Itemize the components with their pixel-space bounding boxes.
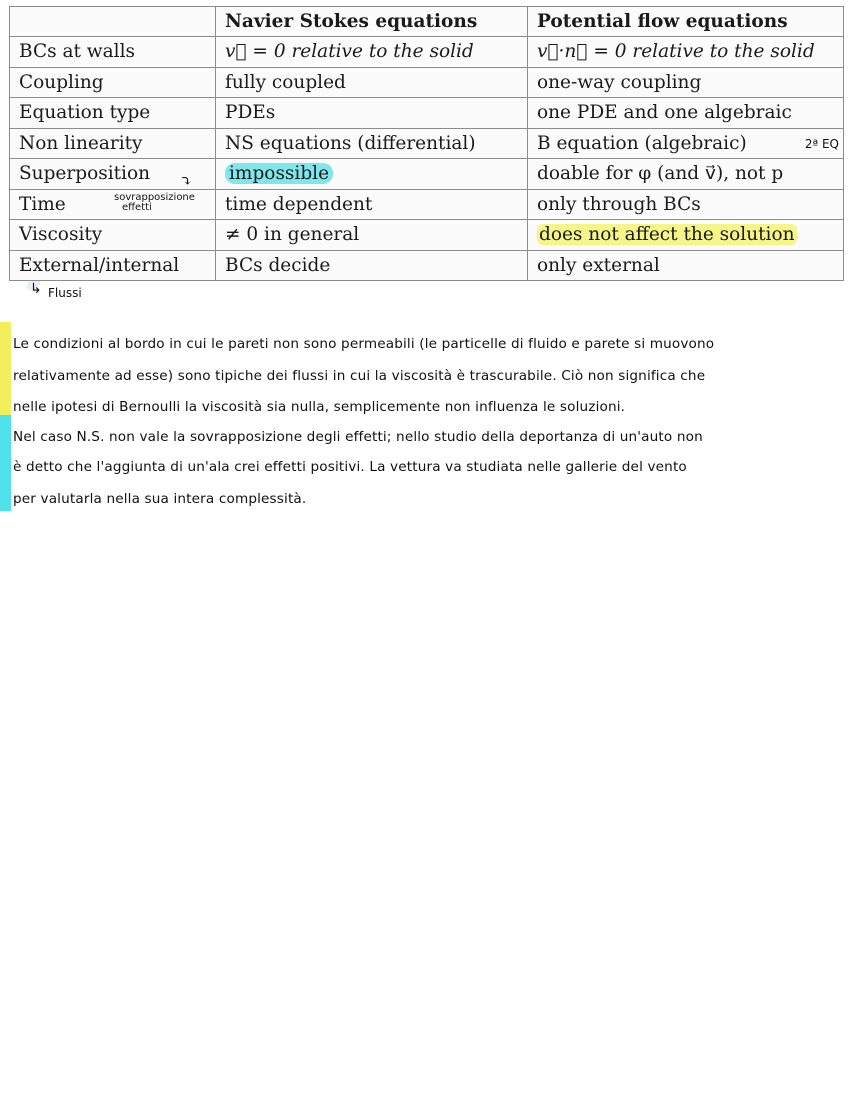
ns-cell: NS equations (differential) — [216, 128, 528, 159]
row-label: Non linearity — [10, 128, 216, 159]
flussi-annotation: Flussi — [48, 286, 82, 300]
margin-highlight-yellow — [0, 322, 11, 415]
row-label: Coupling — [10, 67, 216, 98]
header-potential-flow: Potential flow equations — [528, 7, 844, 37]
row-label: Superposition — [10, 159, 216, 190]
ns-cell: time dependent — [216, 189, 528, 220]
row-label: External/internal — [10, 250, 216, 281]
ns-cell — [216, 37, 528, 68]
note-line: nelle ipotesi di Bernoulli la viscosità sia nulla, semplicemente non influenza le soluzioni. — [13, 399, 626, 415]
pf-value: v⃗·n⃗ = 0 relative to the solid — [537, 41, 815, 63]
pf-cell: only through BCs — [528, 189, 844, 220]
note-line: relativamente ad esse) sono tipiche dei flussi in cui la viscosità è trascurabile. Ciò non significa che — [13, 368, 706, 384]
ns-cell: fully coupled — [216, 67, 528, 98]
bent-arrow-icon: ↳ — [30, 281, 42, 297]
row-label: BCs at walls — [10, 37, 216, 68]
note-line: per valutarla nella sua intera complessità. — [13, 491, 307, 507]
ns-value: v⃗ = 0 relative to the solid — [225, 41, 474, 63]
comparison-table — [9, 6, 844, 281]
header-empty — [10, 7, 216, 37]
margin-highlight-cyan — [0, 415, 11, 511]
header-navier-stokes: Navier Stokes equations — [216, 7, 528, 37]
table-header-row — [10, 7, 844, 37]
ns-cell — [216, 159, 528, 190]
pf-cell — [528, 128, 844, 159]
pf-cell: only external — [528, 250, 844, 281]
second-eq-annotation: 2ª EQ — [804, 136, 839, 151]
table-row — [10, 220, 844, 251]
superposition-annotation — [114, 193, 195, 213]
ns-cell: PDEs — [216, 98, 528, 129]
table-row — [10, 67, 844, 98]
note-line: è detto che l'aggiunta di un'ala crei effetti positivi. La vettura va studiata nelle gallerie del vento — [13, 459, 687, 475]
table-row — [10, 159, 844, 190]
note-line: Le condizioni al bordo in cui le pareti non sono permeabili (le particelle di fluido e parete si muovono — [13, 336, 715, 352]
superposition-annotation-line2: effetti — [122, 202, 152, 213]
ns-cell: ≠ 0 in general — [216, 220, 528, 251]
table-row — [10, 37, 844, 68]
curved-arrow-icon: ⤵ — [180, 172, 193, 190]
pf-cell: doable for φ (and v⃗), not p — [528, 159, 844, 190]
table-row — [10, 98, 844, 129]
ns-cell: BCs decide — [216, 250, 528, 281]
table-row — [10, 250, 844, 281]
pf-cell — [528, 37, 844, 68]
note-line: Nel caso N.S. non vale la sovrapposizione degli effetti; nello studio della deportanza di un'auto non — [13, 429, 703, 445]
row-label: Viscosity — [10, 220, 216, 251]
superposition-annotation-line1: sovrapposizione — [114, 192, 195, 203]
highlighted-impossible: impossible — [225, 163, 333, 184]
table-row — [10, 128, 844, 159]
row-label: Time — [10, 189, 216, 220]
pf-cell: one PDE and one algebraic — [528, 98, 844, 129]
pf-value: B equation (algebraic) — [537, 132, 747, 154]
pf-cell — [528, 220, 844, 251]
pf-cell: one-way coupling — [528, 67, 844, 98]
highlighted-viscosity: does not affect the solution — [539, 224, 795, 246]
row-label: Equation type — [10, 98, 216, 129]
